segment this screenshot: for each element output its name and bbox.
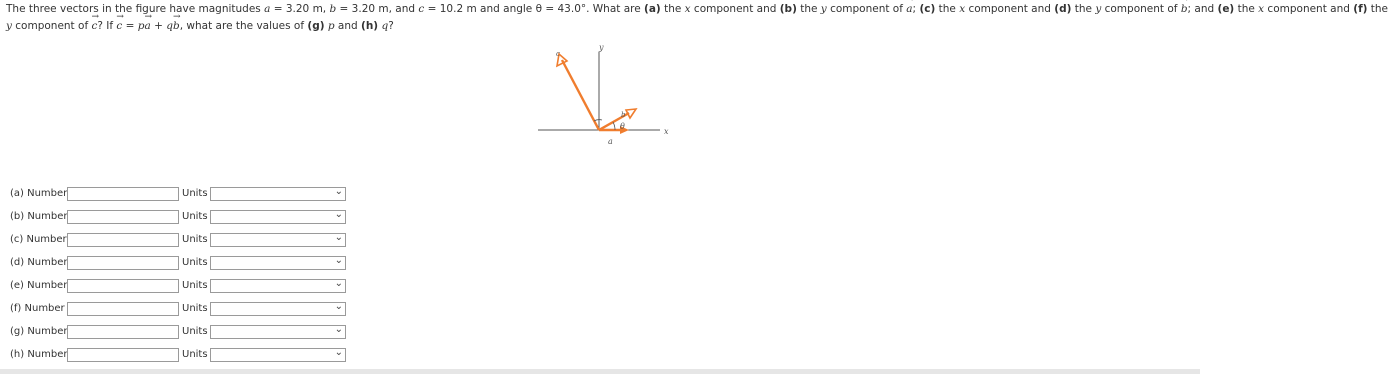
vector-b-label: b <box>621 111 626 119</box>
vector-c-line <box>562 60 599 130</box>
units-select-c[interactable] <box>210 233 346 247</box>
chevron-down-icon: ⌄ <box>334 186 343 197</box>
number-input-d[interactable] <box>67 256 179 270</box>
number-label-f: (f) Number <box>10 303 65 314</box>
number-label-h: (h) Number <box>10 349 68 360</box>
vector-a-label: a <box>608 137 613 146</box>
number-input-b[interactable] <box>67 210 179 224</box>
units-label-a: Units <box>182 187 211 201</box>
units-label-f: Units <box>182 302 211 316</box>
units-select-b[interactable] <box>210 210 346 224</box>
number-label-c: (c) Number <box>10 234 67 245</box>
units-label-g: Units <box>182 325 211 339</box>
question-line-2: y component of → c? If → c = p→ a + q→ b, what are the values of (g) p and (h) q? <box>6 18 1200 35</box>
number-label-a: (a) Number <box>10 188 68 199</box>
angle-theta-label: θ <box>620 122 625 131</box>
number-input-c[interactable] <box>67 233 179 247</box>
x-axis-label: x <box>664 127 669 136</box>
question-line-1: The three vectors in the figure have magnitudes a = 3.20 m, b = 3.20 m, and c = 10.2 m and angle θ = 43.0°. What are (a) the x component and (b) the y component of → a; (c) the x component and (d) the y component of → b; and (e) the x component and (f) the <box>6 1 1200 18</box>
number-input-f[interactable] <box>67 302 179 316</box>
units-label-d: Units <box>182 256 211 270</box>
vector-b-arrowhead <box>626 109 636 118</box>
units-label-h: Units <box>182 348 211 362</box>
units-select-f[interactable] <box>210 302 346 316</box>
units-select-d[interactable] <box>210 256 346 270</box>
vector-diagram <box>535 40 675 148</box>
number-input-e[interactable] <box>67 279 179 293</box>
units-select-e[interactable] <box>210 279 346 293</box>
chevron-down-icon: ⌄ <box>334 278 343 289</box>
chevron-down-icon: ⌄ <box>334 347 343 358</box>
units-select-g[interactable] <box>210 325 346 339</box>
units-label-c: Units <box>182 233 211 247</box>
units-label-b: Units <box>182 210 211 224</box>
vector-figure <box>535 40 675 148</box>
angle-arc-c <box>594 120 602 121</box>
chevron-down-icon: ⌄ <box>334 232 343 243</box>
chevron-down-icon: ⌄ <box>334 209 343 220</box>
units-label-e: Units <box>182 279 211 293</box>
chevron-down-icon: ⌄ <box>334 301 343 312</box>
bottom-divider <box>0 369 1200 374</box>
number-label-e: (e) Number <box>10 280 68 291</box>
chevron-down-icon: ⌄ <box>334 255 343 266</box>
number-input-a[interactable] <box>67 187 179 201</box>
units-select-a[interactable] <box>210 187 346 201</box>
number-input-g[interactable] <box>67 325 179 339</box>
y-axis-label: y <box>599 43 604 52</box>
number-label-d: (d) Number <box>10 257 68 268</box>
units-select-h[interactable] <box>210 348 346 362</box>
chevron-down-icon: ⌄ <box>334 324 343 335</box>
question-text <box>6 1 1388 35</box>
number-label-b: (b) Number <box>10 211 68 222</box>
number-label-g: (g) Number <box>10 326 68 337</box>
vector-c-label: c <box>556 50 560 58</box>
number-input-h[interactable] <box>67 348 179 362</box>
